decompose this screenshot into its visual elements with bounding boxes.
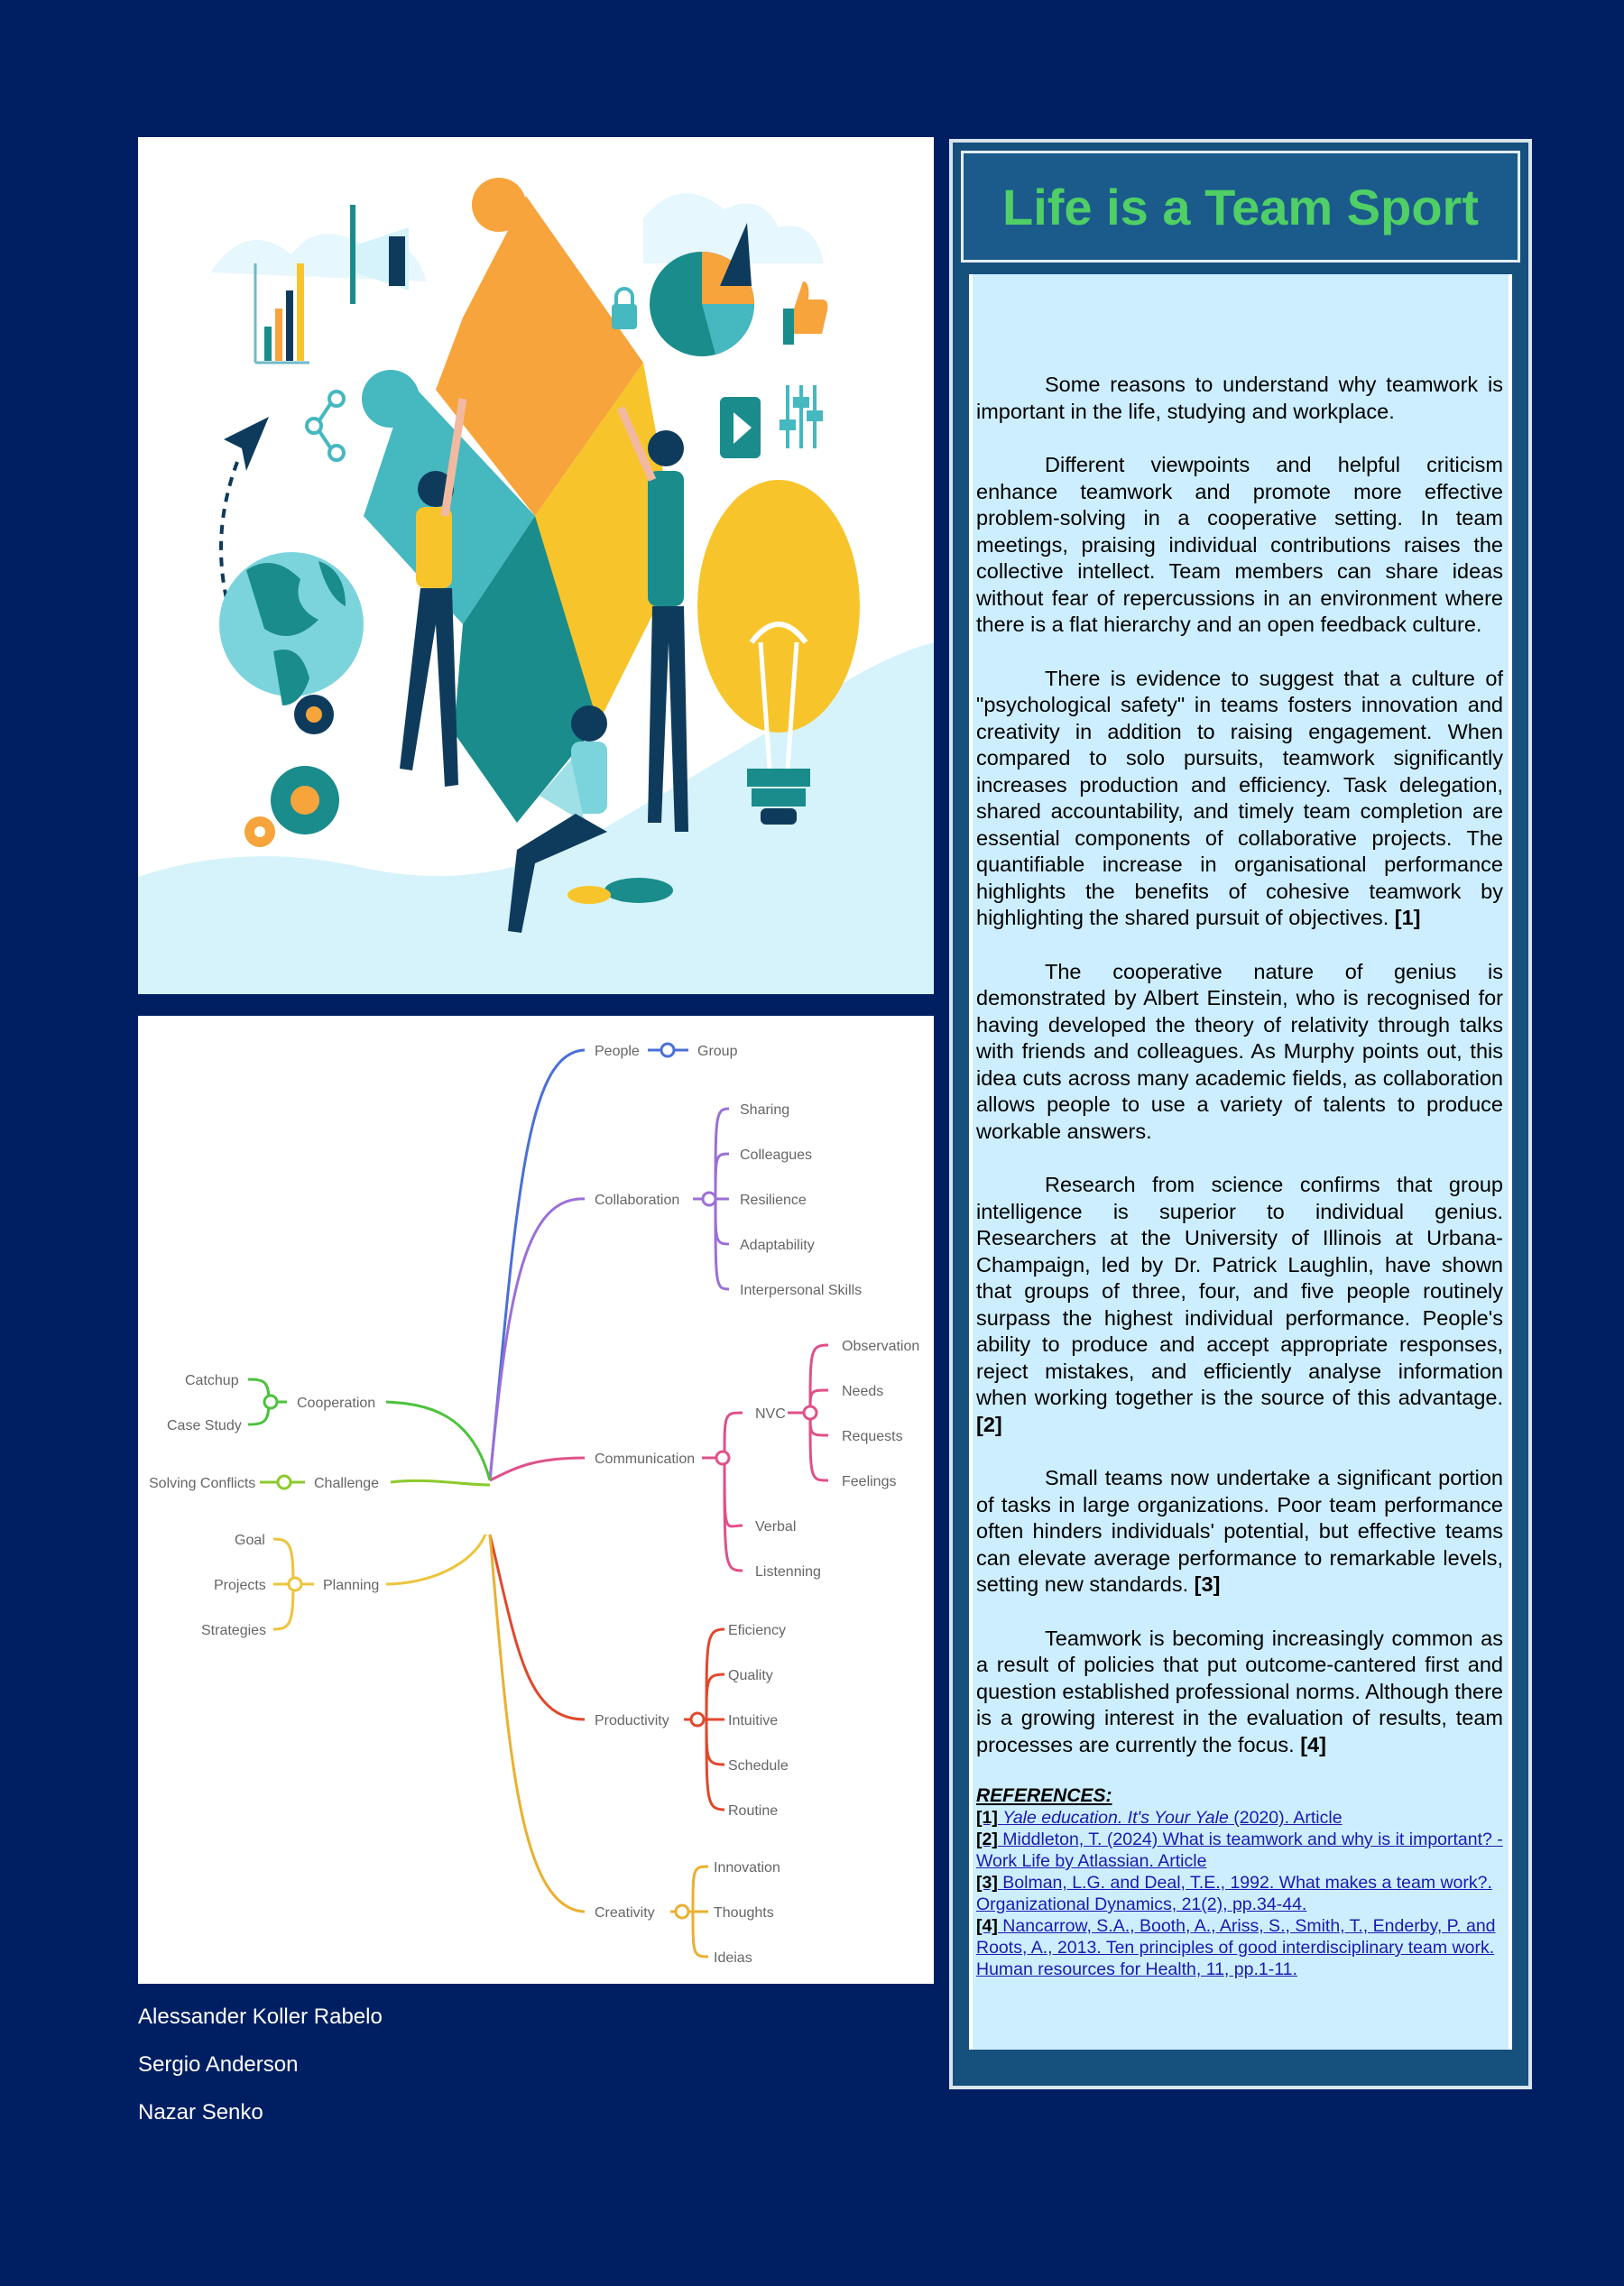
- branch-line-people: [490, 1050, 585, 1480]
- node-colleagues: Colleagues: [740, 1148, 813, 1163]
- branch-line-communication: [490, 1458, 585, 1480]
- reference-link[interactable]: [3] Bolman, L.G. and Deal, T.E., 1992. What makes a team work?. Organizational Dynamics, 21(2), pp.34-44.: [976, 1873, 1492, 1914]
- teamwork-illustration: [138, 137, 934, 994]
- node-sharing: Sharing: [740, 1102, 790, 1118]
- article-panel: [949, 139, 1532, 2089]
- node-resilience: Resilience: [740, 1193, 807, 1208]
- article-content: [969, 274, 1512, 2050]
- node-communication: Communication: [595, 1452, 696, 1467]
- node-goal: Goal: [235, 1533, 265, 1548]
- title-box: [961, 151, 1520, 263]
- node-listenning: Listenning: [755, 1564, 821, 1580]
- reference-link[interactable]: [1] Yale education. It's Your Yale (2020). Article: [976, 1808, 1343, 1828]
- article-body: [976, 274, 1503, 1758]
- references-section: [976, 1785, 1503, 1980]
- citation-mark: [3]: [1194, 1572, 1221, 1596]
- node-collaboration: Collaboration: [595, 1193, 680, 1208]
- globe-icon: [219, 552, 364, 705]
- author-name: Nazar Senko: [138, 2100, 263, 2125]
- node-catchup: Catchup: [185, 1373, 239, 1388]
- thumbs-up-icon: [783, 281, 827, 345]
- node-eficiency: Eficiency: [728, 1623, 787, 1638]
- megaphone-icon: [350, 205, 409, 304]
- node-observation: Observation: [842, 1339, 920, 1354]
- teamwork-mind-map: [138, 1016, 934, 1984]
- sliders-icon: [781, 385, 821, 448]
- node-intuitive: Intuitive: [728, 1713, 779, 1728]
- node-strategies: Strategies: [201, 1623, 267, 1638]
- play-button-icon: [720, 397, 761, 458]
- citation-mark: [4]: [1300, 1732, 1326, 1756]
- node-needs: Needs: [842, 1384, 884, 1399]
- reference-link[interactable]: [2] Middleton, T. (2024) What is teamwork and why is it important? - Work Life by Atlassian. Article: [976, 1830, 1503, 1871]
- node-quality: Quality: [728, 1668, 773, 1683]
- node-ideias: Ideias: [714, 1950, 752, 1966]
- padlock-icon: [612, 289, 637, 329]
- references-title: REFERENCES:: [976, 1785, 1112, 1806]
- node-interpersonal-skills: Interpersonal Skills: [740, 1283, 863, 1298]
- node-solving-conflicts: Solving Conflicts: [149, 1476, 256, 1491]
- node-productivity: Productivity: [595, 1713, 669, 1728]
- citation-mark: [1]: [1394, 906, 1421, 929]
- node-thoughts: Thoughts: [714, 1905, 774, 1921]
- branch-line-challenge: [391, 1480, 490, 1485]
- author-name: Alessander Koller Rabelo: [138, 2005, 383, 2029]
- node-verbal: Verbal: [755, 1519, 797, 1535]
- paragraph: There is evidence to suggest that a culture of "psychological safety" in teams fosters innovation and creativity in addition to raising engagement. When compared to solo pursuits, teamwork significantly increases production and efficiency. Task delegation, shared accountability, and timely team completion are essential components of collaborative projects. The quantifiable increase in organisational performance highlights the benefits of cohesive teamwork by highlighting the shared pursuit of objectives. [1]: [976, 666, 1503, 929]
- share-icon: [307, 392, 344, 460]
- paragraph: Research from science confirms that group intelligence is superior to individual genius. Researchers at the University of Illinois at Urbana-Champaign, led by Dr. Patrick Laughlin, have shown that groups of three, four, and five people routinely surpass the highest individual performance. People's ability to produce and accept appropriate responses, reject mistakes, and efficiently analyse information when working together is the source of this advantage. [2]: [976, 1173, 1503, 1436]
- paragraph: Small teams now undertake a significant portion of tasks in large organizations. Poor team performance often hinders individuals' potential, but effective teams can elevate average performance to remarkable levels, setting new standards. [3]: [976, 1466, 1503, 1596]
- branch-line-cooperation: [386, 1402, 490, 1480]
- node-innovation: Innovation: [714, 1860, 780, 1876]
- author-name: Sergio Anderson: [138, 2052, 299, 2077]
- node-feelings: Feelings: [842, 1474, 897, 1489]
- paragraph: Teamwork is becoming increasingly common as a result of policies that put outcome-cantered first and question established professional norms. Although there is a growing interest in the evaluation of results, team processes are currently the focus. [4]: [976, 1626, 1503, 1756]
- node-people: People: [595, 1044, 640, 1059]
- node-challenge: Challenge: [314, 1476, 380, 1491]
- node-adaptability: Adaptability: [740, 1238, 815, 1253]
- gears-icon: [245, 695, 339, 847]
- node-requests: Requests: [842, 1429, 903, 1444]
- node-cooperation: Cooperation: [297, 1396, 376, 1411]
- node-routine: Routine: [728, 1803, 779, 1819]
- branch-line-planning: [386, 1535, 485, 1584]
- page-title: Life is a Team Sport: [1002, 178, 1479, 235]
- node-group: Group: [697, 1044, 738, 1059]
- paragraph: The cooperative nature of genius is demonstrated by Albert Einstein, who is recognised for having developed the theory of relativity through talks with friends and colleagues. As Murphy points out, this idea cuts across many academic fields, as collaboration allows people to use a variety of talents to produce workable answers.: [976, 959, 1503, 1143]
- node-planning: Planning: [323, 1578, 380, 1593]
- paragraph: Some reasons to understand why teamwork is important in the life, studying and workplace.: [976, 373, 1503, 423]
- node-creativity: Creativity: [595, 1905, 655, 1921]
- citation-mark: [2]: [976, 1412, 1002, 1436]
- bar-chart-icon: [255, 263, 309, 363]
- mind-map-diagram: [138, 1016, 934, 1984]
- reference-link[interactable]: [4] Nancarrow, S.A., Booth, A., Ariss, S., Smith, T., Enderby, P. and Roots, A., 2013. Ten principles of good interdisciplinary team work. Human resources for Health, 11, pp.1-11.: [976, 1916, 1496, 1979]
- node-projects: Projects: [214, 1578, 266, 1593]
- node-case-study: Case Study: [167, 1418, 242, 1433]
- node-nvc: NVC: [755, 1406, 786, 1422]
- paragraph: Different viewpoints and helpful criticism enhance teamwork and promote more effective problem-solving in a cooperative setting. In team meetings, praising individual contributions raises the collective intellect. Team members can share ideas without fear of repercussions in an environment where there is a flat hierarchy and an open feedback culture.: [976, 453, 1503, 636]
- node-schedule: Schedule: [728, 1758, 789, 1774]
- puzzle-team-illustration: [138, 137, 934, 994]
